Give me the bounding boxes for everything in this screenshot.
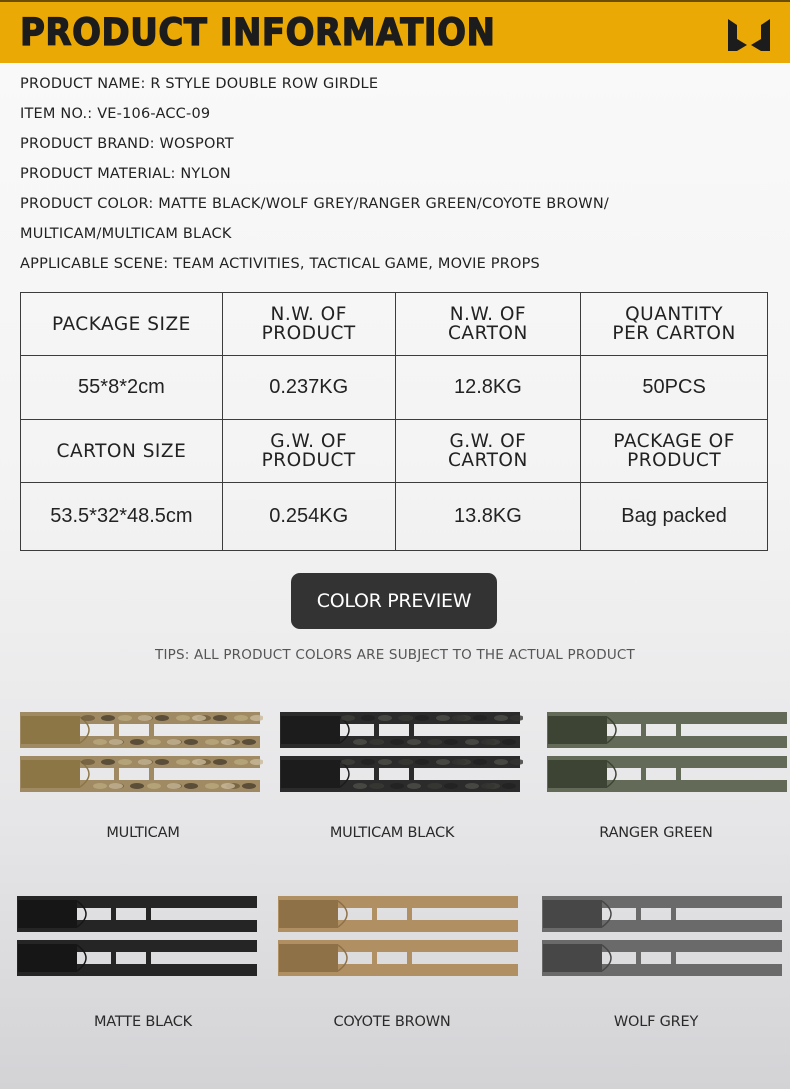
belt-image-ranger-green xyxy=(545,708,790,798)
table-header-row xyxy=(21,293,768,356)
color-label: COYOTE BROWN xyxy=(333,1014,451,1030)
nw-carton-value: 12.8KG xyxy=(395,356,581,420)
belt-strap xyxy=(547,712,787,748)
product-material: PRODUCT MATERIAL: NYLON xyxy=(20,166,231,182)
carton-size-value: 53.5*32*48.5cm xyxy=(21,483,223,551)
table-header-row xyxy=(21,420,768,483)
color-tips: TIPS: ALL PRODUCT COLORS ARE SUBJECT TO THE ACTUAL PRODUCT xyxy=(155,647,635,663)
applicable-scene: APPLICABLE SCENE: TEAM ACTIVITIES, TACTICAL GAME, MOVIE PROPS xyxy=(20,256,540,272)
belt-illustration xyxy=(545,708,790,798)
belt-strap xyxy=(20,712,263,748)
package-size-value: 55*8*2cm xyxy=(21,356,223,420)
belt-image-multicam-black xyxy=(278,708,523,798)
wosport-logo-icon xyxy=(726,17,772,53)
belt-image-multicam xyxy=(18,708,263,798)
product-name: PRODUCT NAME: R STYLE DOUBLE ROW GIRDLE xyxy=(20,76,379,92)
color-label: WOLF GREY xyxy=(613,1014,699,1030)
belt-illustration xyxy=(18,708,263,798)
nw-product-value: 0.237KG xyxy=(222,356,395,420)
package-of-product-value: Bag packed xyxy=(581,483,768,551)
header-cell: PACKAGE OF PRODUCT xyxy=(581,420,768,483)
header-cell: N.W. OF PRODUCT xyxy=(222,293,395,356)
belt-strap xyxy=(547,756,787,792)
table-row xyxy=(21,483,768,551)
header-banner xyxy=(0,0,790,63)
product-color-continued: MULTICAM/MULTICAM BLACK xyxy=(20,226,232,242)
color-label: RANGER GREEN xyxy=(599,825,713,841)
gw-product-value: 0.254KG xyxy=(222,483,395,551)
header-cell: G.W. OF CARTON xyxy=(395,420,581,483)
product-brand: PRODUCT BRAND: WOSPORT xyxy=(20,136,234,152)
page-title: PRODUCT INFORMATION xyxy=(20,11,496,55)
belt-image-coyote-brown xyxy=(276,892,521,982)
belt-strap xyxy=(17,940,257,976)
belt-strap xyxy=(278,940,518,976)
gw-carton-value: 13.8KG xyxy=(395,483,581,551)
header-cell: G.W. OF PRODUCT xyxy=(222,420,395,483)
belt-illustration xyxy=(276,892,521,982)
quantity-per-carton-value: 50PCS xyxy=(581,356,768,420)
product-color: PRODUCT COLOR: MATTE BLACK/WOLF GREY/RANGER GREEN/COYOTE BROWN/ xyxy=(20,196,609,212)
belt-image-wolf-grey xyxy=(540,892,785,982)
belt-image-matte-black xyxy=(15,892,260,982)
belt-strap xyxy=(20,756,263,792)
belt-illustration xyxy=(278,708,523,798)
belt-illustration xyxy=(15,892,260,982)
spec-table xyxy=(20,292,768,551)
belt-strap xyxy=(280,756,523,792)
color-label: MULTICAM xyxy=(106,825,180,841)
header-cell: N.W. OF CARTON xyxy=(395,293,581,356)
color-label: MATTE BLACK xyxy=(94,1014,192,1030)
product-info xyxy=(20,74,609,284)
belt-strap xyxy=(278,896,518,932)
color-preview-button[interactable]: COLOR PREVIEW xyxy=(291,573,497,629)
color-label: MULTICAM BLACK xyxy=(329,825,455,841)
belt-strap xyxy=(17,896,257,932)
table-row xyxy=(21,356,768,420)
header-cell: CARTON SIZE xyxy=(21,420,223,483)
belt-strap xyxy=(280,712,523,748)
belt-strap xyxy=(542,896,782,932)
belt-illustration xyxy=(540,892,785,982)
header-cell: QUANTITY PER CARTON xyxy=(581,293,768,356)
header-cell: PACKAGE SIZE xyxy=(21,293,223,356)
belt-strap xyxy=(542,940,782,976)
item-number: ITEM NO.: VE-106-ACC-09 xyxy=(20,106,211,122)
